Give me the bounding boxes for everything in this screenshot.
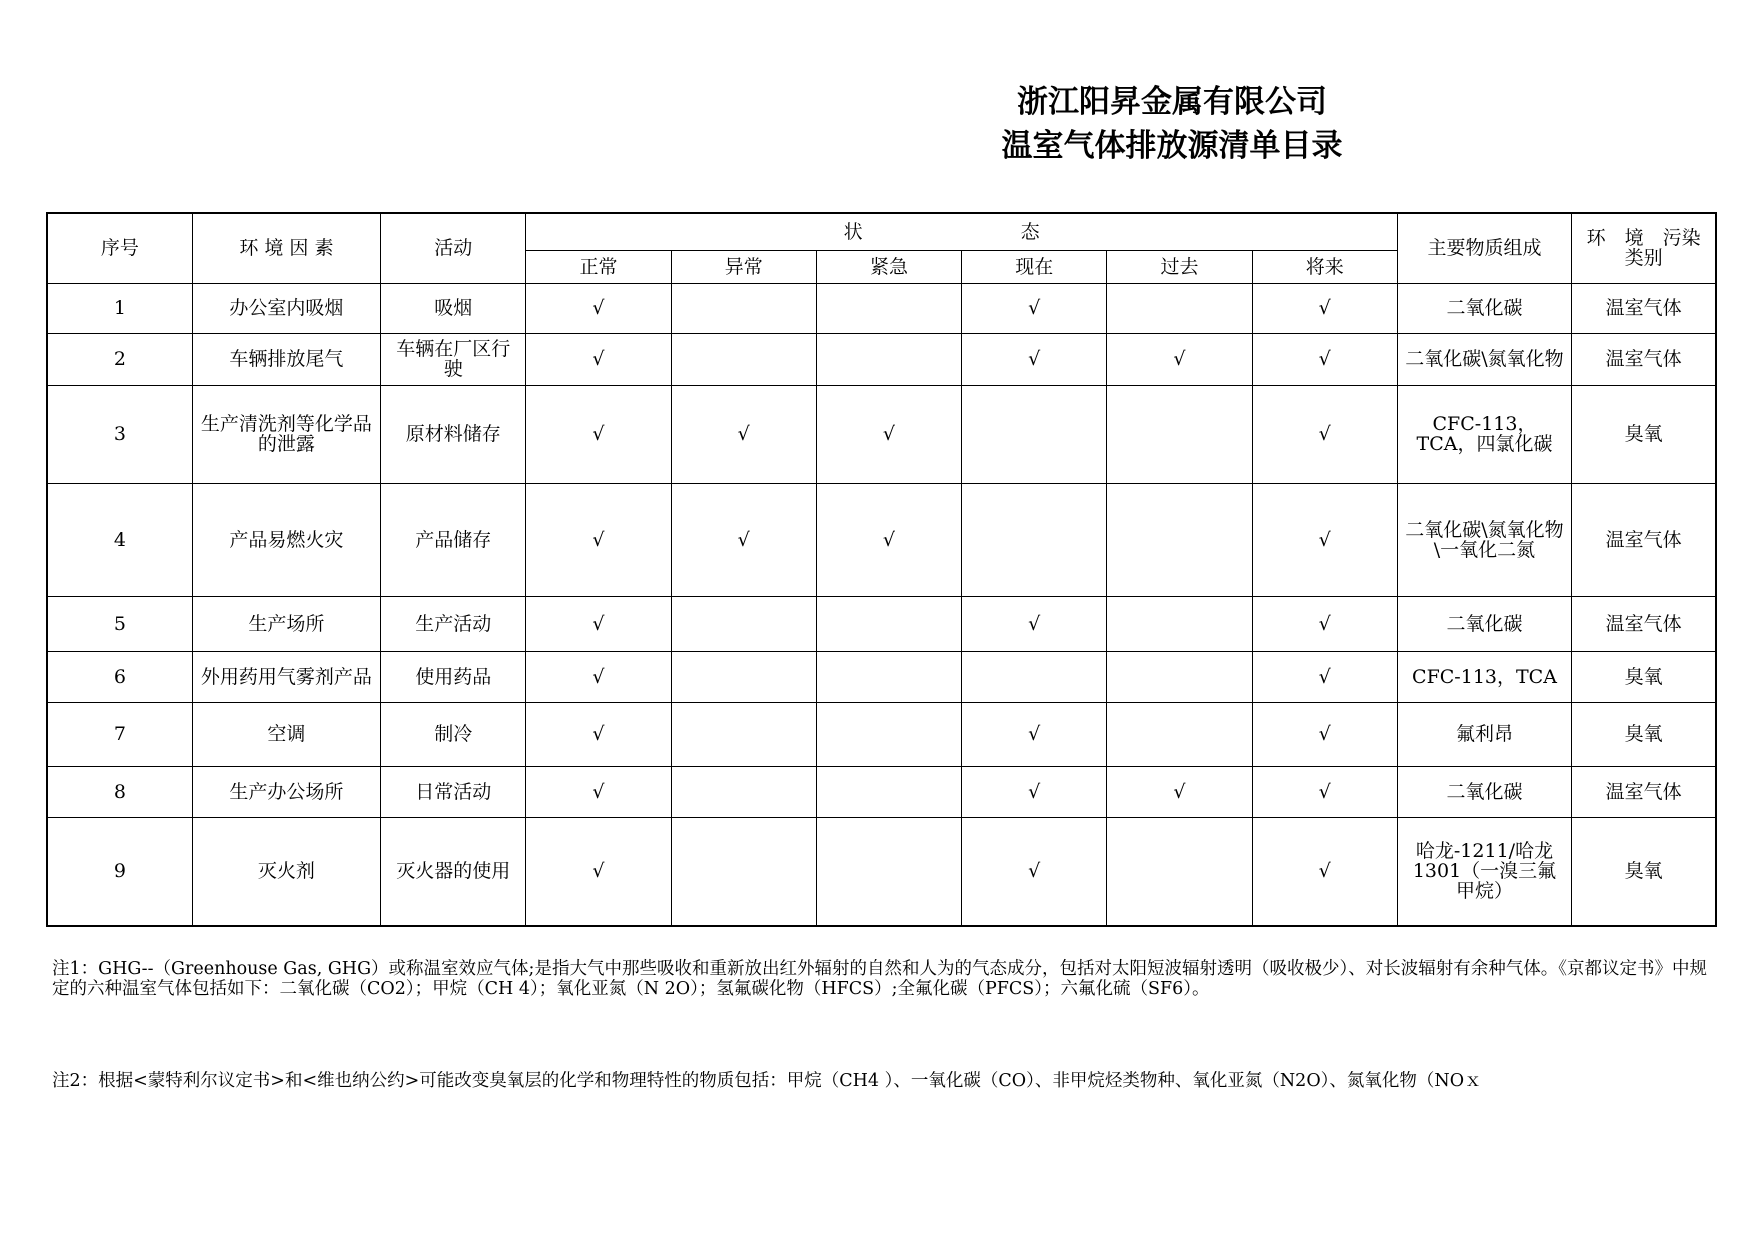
- header-status-normal: 正常: [526, 250, 671, 283]
- cell-status-normal: √: [526, 766, 671, 817]
- cell-status-future: √: [1252, 817, 1397, 926]
- cell-index: 1: [47, 283, 192, 333]
- cell-status-past: [1107, 596, 1252, 651]
- cell-status-normal: √: [526, 651, 671, 702]
- cell-category: 臭氧: [1572, 702, 1716, 766]
- cell-composition: 二氧化碳: [1397, 283, 1571, 333]
- cell-index: 3: [47, 385, 192, 483]
- note-2: 注2：根据<蒙特利尔议定书>和<维也纳公约>可能改变臭氧层的化学和物理特性的物质包括：甲烷（CH4 ）、一氧化碳（CO）、非甲烷烃类物种、氧化亚氮（N2O）、氮氧化物（NOｘ: [52, 1071, 1482, 1091]
- emission-source-table: [46, 212, 1717, 927]
- cell-factor: 生产场所: [192, 596, 380, 651]
- cell-composition: 二氧化碳\氮氧化物\一氧化二氮: [1397, 483, 1571, 596]
- cell-status-normal: √: [526, 483, 671, 596]
- cell-status-present: [962, 385, 1107, 483]
- cell-status-emergency: [816, 702, 961, 766]
- cell-status-past: [1107, 283, 1252, 333]
- cell-status-past: [1107, 385, 1252, 483]
- cell-activity: 日常活动: [381, 766, 526, 817]
- cell-status-emergency: [816, 817, 961, 926]
- table-row: [47, 385, 1716, 483]
- cell-factor: 办公室内吸烟: [192, 283, 380, 333]
- cell-status-past: [1107, 651, 1252, 702]
- cell-status-emergency: [816, 651, 961, 702]
- cell-index: 7: [47, 702, 192, 766]
- cell-status-present: [962, 483, 1107, 596]
- cell-index: 6: [47, 651, 192, 702]
- cell-factor: 车辆排放尾气: [192, 333, 380, 385]
- cell-category: 臭氧: [1572, 651, 1716, 702]
- header-activity: 活动: [381, 213, 526, 283]
- cell-factor: 生产办公场所: [192, 766, 380, 817]
- cell-status-future: √: [1252, 596, 1397, 651]
- cell-status-future: √: [1252, 333, 1397, 385]
- cell-index: 9: [47, 817, 192, 926]
- table-row: [47, 596, 1716, 651]
- cell-category: 臭氧: [1572, 817, 1716, 926]
- cell-status-present: √: [962, 333, 1107, 385]
- cell-category: 温室气体: [1572, 283, 1716, 333]
- cell-status-abnormal: √: [671, 385, 816, 483]
- cell-composition: 二氧化碳: [1397, 766, 1571, 817]
- cell-composition: CFC-113，TCA: [1397, 651, 1571, 702]
- cell-activity: 灭火器的使用: [381, 817, 526, 926]
- header-status-abnormal: 异常: [671, 250, 816, 283]
- header-status-future: 将来: [1252, 250, 1397, 283]
- cell-activity: 车辆在厂区行驶: [381, 333, 526, 385]
- cell-composition: 二氧化碳\氮氧化物: [1397, 333, 1571, 385]
- cell-status-future: √: [1252, 702, 1397, 766]
- cell-status-past: [1107, 817, 1252, 926]
- cell-composition: 氟利昂: [1397, 702, 1571, 766]
- cell-activity: 使用药品: [381, 651, 526, 702]
- cell-status-abnormal: [671, 333, 816, 385]
- cell-status-future: √: [1252, 385, 1397, 483]
- cell-status-emergency: [816, 596, 961, 651]
- cell-status-emergency: √: [816, 385, 961, 483]
- cell-status-abnormal: [671, 651, 816, 702]
- cell-composition: 哈龙-1211/哈龙1301（一溴三氟甲烷）: [1397, 817, 1571, 926]
- table-row: [47, 766, 1716, 817]
- list-title: 温室气体排放源清单目录: [1001, 128, 1343, 164]
- header-factor: 环 境 因 素: [192, 213, 380, 283]
- cell-status-present: √: [962, 702, 1107, 766]
- cell-status-abnormal: [671, 817, 816, 926]
- table-row: [47, 702, 1716, 766]
- header-status: 状 态: [526, 213, 1398, 250]
- cell-status-normal: √: [526, 333, 671, 385]
- cell-index: 8: [47, 766, 192, 817]
- cell-status-abnormal: [671, 283, 816, 333]
- table-row: [47, 817, 1716, 926]
- cell-status-present: √: [962, 766, 1107, 817]
- table-row: [47, 651, 1716, 702]
- company-title: 浙江阳昇金属有限公司: [1017, 84, 1327, 120]
- cell-status-future: √: [1252, 283, 1397, 333]
- header-status-past: 过去: [1107, 250, 1252, 283]
- cell-status-abnormal: [671, 596, 816, 651]
- header-category: 环 境 污染类别: [1572, 213, 1716, 283]
- header-index: 序号: [47, 213, 192, 283]
- header-status-present: 现在: [962, 250, 1107, 283]
- table-row: [47, 283, 1716, 333]
- cell-composition: 二氧化碳: [1397, 596, 1571, 651]
- cell-status-emergency: [816, 766, 961, 817]
- cell-status-present: [962, 651, 1107, 702]
- cell-factor: 外用药用气雾剂产品: [192, 651, 380, 702]
- cell-factor: 空调: [192, 702, 380, 766]
- cell-status-emergency: √: [816, 483, 961, 596]
- cell-status-normal: √: [526, 283, 671, 333]
- cell-status-emergency: [816, 333, 961, 385]
- cell-composition: CFC-113，TCA，四氯化碳: [1397, 385, 1571, 483]
- cell-status-emergency: [816, 283, 961, 333]
- cell-status-present: √: [962, 817, 1107, 926]
- note-1: 注1：GHG--（Greenhouse Gas, GHG）或称温室效应气体;是指大气中那些吸收和重新放出红外辐射的自然和人为的气态成分，包括对太阳短波辐射透明（吸收极少）、对长波辐射有余种气体。《京都议定书》中规定的六种温室气体包括如下：二氧化碳（CO2）；甲烷（CH 4）；氧化亚氮（N 2O）；氢氟碳化物（HFCS）;全氟化碳（PFCS）；六氟化硫（SF6）。: [52, 959, 1707, 999]
- cell-index: 4: [47, 483, 192, 596]
- cell-activity: 制冷: [381, 702, 526, 766]
- cell-status-abnormal: [671, 766, 816, 817]
- cell-status-normal: √: [526, 817, 671, 926]
- header-row-1: [47, 213, 1716, 250]
- header-composition: 主要物质组成: [1397, 213, 1571, 283]
- cell-status-past: √: [1107, 333, 1252, 385]
- cell-category: 温室气体: [1572, 483, 1716, 596]
- cell-status-past: [1107, 702, 1252, 766]
- cell-index: 5: [47, 596, 192, 651]
- cell-activity: 产品储存: [381, 483, 526, 596]
- cell-status-abnormal: [671, 702, 816, 766]
- cell-status-normal: √: [526, 596, 671, 651]
- cell-status-present: √: [962, 596, 1107, 651]
- cell-status-normal: √: [526, 702, 671, 766]
- cell-status-future: √: [1252, 651, 1397, 702]
- cell-status-present: √: [962, 283, 1107, 333]
- cell-activity: 原材料储存: [381, 385, 526, 483]
- cell-status-future: √: [1252, 766, 1397, 817]
- cell-category: 温室气体: [1572, 333, 1716, 385]
- cell-category: 臭氧: [1572, 385, 1716, 483]
- table-row: [47, 333, 1716, 385]
- cell-factor: 产品易燃火灾: [192, 483, 380, 596]
- cell-category: 温室气体: [1572, 596, 1716, 651]
- header-status-emergency: 紧急: [816, 250, 961, 283]
- cell-category: 温室气体: [1572, 766, 1716, 817]
- cell-factor: 生产清洗剂等化学品的泄露: [192, 385, 380, 483]
- cell-status-normal: √: [526, 385, 671, 483]
- cell-status-past: √: [1107, 766, 1252, 817]
- cell-factor: 灭火剂: [192, 817, 380, 926]
- cell-status-past: [1107, 483, 1252, 596]
- table-row: [47, 483, 1716, 596]
- cell-activity: 生产活动: [381, 596, 526, 651]
- cell-status-future: √: [1252, 483, 1397, 596]
- cell-activity: 吸烟: [381, 283, 526, 333]
- cell-status-abnormal: √: [671, 483, 816, 596]
- cell-index: 2: [47, 333, 192, 385]
